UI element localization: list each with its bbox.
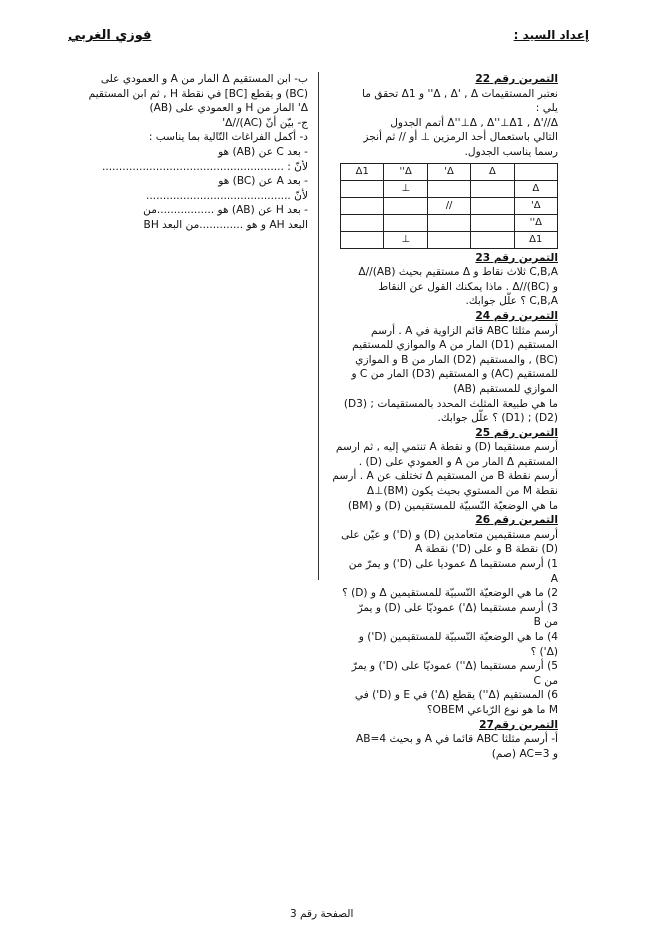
left-column	[58, 72, 308, 233]
exercise-line: البعد AH و هو .............من البعد BH	[143, 218, 308, 231]
exercise-24	[330, 309, 558, 426]
exercise-line: المستقيم (D1) المار من A والموازي للمستقيم	[352, 339, 558, 352]
table-cell: Δ''	[514, 214, 557, 231]
exercise-line: د- أكمل الفراغات التّالية بما يناسب :	[148, 131, 308, 144]
table-cell	[471, 214, 514, 231]
table-cell	[471, 197, 514, 214]
exercise-title: التمرين رقم 26	[475, 514, 558, 527]
table-row	[341, 231, 558, 248]
exercise-line: رسما يناسب الجدول.	[464, 145, 558, 158]
exercise-line: من B	[533, 616, 558, 629]
table-cell: Δ''	[384, 163, 427, 180]
exercise-line: - بعد A عن (BC) هو	[218, 175, 308, 188]
exercise-line: للمستقيم (AC) و المستقيم (D3) المار من C و	[351, 368, 558, 381]
teacher-name: فوزي الغربي	[68, 28, 152, 43]
exercise-line: ما هي الوضعيّة النّسبيّة للمستقيمين (D) و (BM)	[347, 499, 558, 512]
exercise-title: التمرين رقم 25	[475, 426, 558, 439]
right-column	[330, 72, 558, 761]
exercise-line: نقطة M من المستوي بحيث يكون (BM)⊥Δ	[366, 485, 558, 498]
exercise-line: (BC) و يقطع [BC] في نقطة H , ثم ابن المستقيم	[88, 87, 308, 100]
exercise-line: - بعد H عن (AB) هو .................من	[143, 204, 308, 217]
exercise-line: لأنّ ...........................................	[146, 189, 308, 202]
table-cell: Δ'	[514, 197, 557, 214]
exercise-line: 3) أرسم مستقيما (Δ') عموديّا على (D) و يمرّ	[357, 601, 558, 614]
exercise-line: أرسم مستقيما (D) و نقطة A تنتمي إليه , ثم ارسم	[335, 441, 558, 454]
exercise-title: التمرين رقم27	[479, 718, 558, 731]
prepared-by-label: إعداد السيد :	[513, 28, 589, 42]
exercise-line: لأنّ : ......................................................	[102, 160, 308, 173]
exercise-title: التمرين رقم 24	[475, 309, 558, 322]
column-divider	[318, 72, 319, 580]
table-cell: Δ	[514, 180, 557, 197]
table-cell: Δ1	[514, 231, 557, 248]
exercise-line: ما هي طبيعة المثلث المحدد بالمستقيمات ; (D3)	[343, 397, 558, 410]
exercise-line: 6) المستقيم (Δ'') يقطع (Δ') في E و (D') في	[354, 689, 558, 702]
table-cell: ⊥	[384, 180, 427, 197]
exercise-line: التالي باستعمال أحد الرمزين ⊥ أو // ثم أنجز	[363, 131, 558, 144]
exercise-line: C,B,A ؟ علّل جوابك.	[465, 295, 558, 308]
exercise-line: و Δ//(BC) . ماذا يمكنك القول عن النقاط	[378, 280, 558, 293]
table-cell	[427, 231, 470, 248]
exercise-line: 5) أرسم مستقيما (Δ'') عموديّا على (D') و يمرّ	[351, 660, 558, 673]
exercise-line: - بعد C عن (AB) هو	[218, 145, 308, 158]
exercise-23	[330, 251, 558, 309]
table-cell	[341, 214, 384, 231]
table-row	[341, 197, 558, 214]
exercise-25	[330, 426, 558, 514]
table-cell	[427, 214, 470, 231]
exercise-line: A	[550, 572, 558, 585]
exercise-26	[330, 513, 558, 717]
exercise-22	[330, 72, 558, 249]
exercise-line: نعتبر المستقيمات Δ , Δ' , Δ'' و Δ1 تحقق ما	[361, 87, 558, 100]
exercise-line: (D) نقطة B و على (D') نقطة A	[414, 543, 558, 556]
exercise-line: الموازي للمستقيم (AB)	[453, 382, 558, 395]
exercise-title: التمرين رقم 22	[475, 73, 558, 85]
exercise-title: التمرين رقم 23	[475, 251, 558, 264]
exercise-line: و AC=3 (صم)	[491, 747, 558, 760]
exercise-line: أرسم مثلثا ABC قائم الزاوية في A . أرسم	[371, 324, 558, 337]
exercise-line: M ما هو نوع الرّباعي OBEM؟	[426, 703, 558, 716]
table-cell	[514, 163, 557, 180]
exercise-line: C,B,A ثلاث نقاط و Δ مستقيم بحيث (AB)//Δ	[358, 266, 558, 279]
table-cell	[471, 231, 514, 248]
exercise-line: يلي :	[535, 102, 558, 115]
exercise-line: (D2) ; (D1) ؟ علّل جوابك.	[437, 412, 558, 425]
exercise-27	[330, 718, 558, 762]
relations-table	[340, 163, 558, 249]
table-cell: Δ1	[341, 163, 384, 180]
exercise-line: Δ' المار من H و العمودي على (AB)	[149, 102, 308, 115]
exercise-line: (BC) , والمستقيم (D2) المار من B و الموازي	[355, 353, 558, 366]
exercise-line: 2) ما هي الوضعيّة النّسبيّة للمستقيمين Δ و (D) ؟	[342, 587, 558, 600]
table-header-row	[341, 163, 558, 180]
exercise-line: أرسم نقطة B من المستقيم Δ تختلف عن A . أرسم	[332, 470, 558, 483]
table-cell: //	[427, 197, 470, 214]
exercise-line: 4) ما هي الوضعيّة النّسبيّة للمستقيمين (D') و	[358, 631, 558, 643]
table-cell: Δ'	[427, 163, 470, 180]
exercise-line: أ- أرسم مثلثا ABC قائما في A و بحيث AB=4	[356, 733, 558, 746]
table-cell	[471, 180, 514, 197]
table-row	[341, 214, 558, 231]
table-cell	[427, 180, 470, 197]
table-cell	[341, 197, 384, 214]
exercise-line: من C	[533, 674, 558, 687]
table-cell	[341, 231, 384, 248]
exercise-line: المستقيم Δ المار من A و العمودي على (D) .	[358, 455, 558, 468]
exercise-line: أرسم مستقيمين متعامدين (D) و (D') و عيّن على	[341, 528, 558, 541]
page-number: الصفحة رقم 3	[290, 908, 354, 920]
exercise-line: (Δ') ؟	[530, 645, 558, 658]
exercise-line: ب- ابن المستقيم Δ المار من A و العمودي على	[100, 73, 308, 85]
table-cell: Δ	[471, 163, 514, 180]
table-cell	[384, 197, 427, 214]
table-cell	[384, 214, 427, 231]
exercise-line: 1) أرسم مستقيما Δ عموديا على (D') و يمرّ من	[348, 558, 558, 571]
exercise-line: Δ''⊥Δ , Δ''⊥Δ1 , Δ'//Δ أتمم الجدول	[390, 116, 558, 129]
table-cell: ⊥	[384, 231, 427, 248]
table-cell	[341, 180, 384, 197]
exercise-line: ج- بيّن أنّ (AC)//Δ'	[222, 116, 308, 129]
table-row	[341, 180, 558, 197]
